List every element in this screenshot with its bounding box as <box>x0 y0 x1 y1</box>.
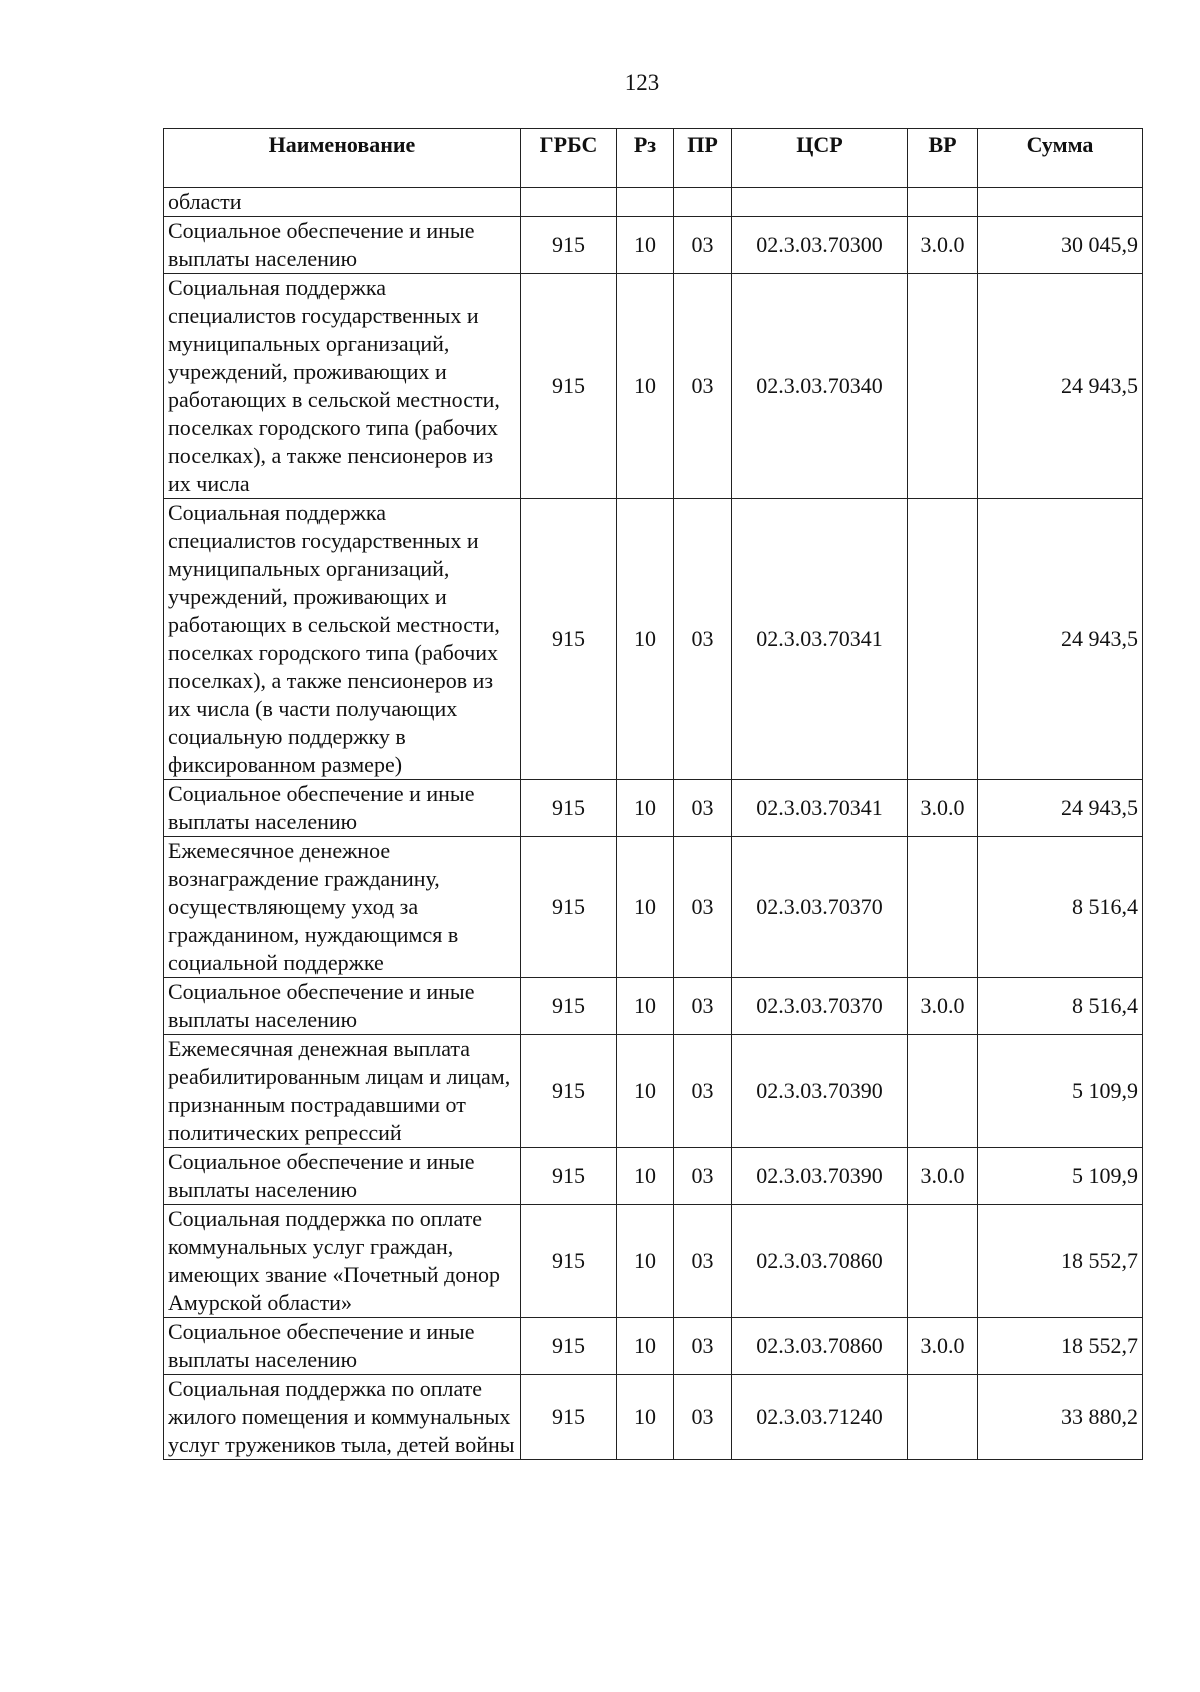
cell-grbs: 915 <box>521 1148 617 1205</box>
cell-pr: 03 <box>674 1375 732 1460</box>
cell-name: Социальное обеспечение и иные выплаты населению <box>164 1318 521 1375</box>
cell-name: Социальное обеспечение и иные выплаты населению <box>164 217 521 274</box>
cell-csr: 02.3.03.70860 <box>732 1205 908 1318</box>
cell-grbs: 915 <box>521 1318 617 1375</box>
cell-vr <box>908 188 978 217</box>
cell-sum: 5 109,9 <box>978 1148 1143 1205</box>
cell-grbs: 915 <box>521 1035 617 1148</box>
cell-grbs: 915 <box>521 978 617 1035</box>
cell-pr: 03 <box>674 1205 732 1318</box>
cell-rz: 10 <box>617 837 674 978</box>
cell-vr <box>908 837 978 978</box>
cell-csr: 02.3.03.70860 <box>732 1318 908 1375</box>
cell-grbs: 915 <box>521 499 617 780</box>
cell-pr: 03 <box>674 978 732 1035</box>
cell-vr <box>908 1375 978 1460</box>
cell-sum: 8 516,4 <box>978 978 1143 1035</box>
cell-sum: 33 880,2 <box>978 1375 1143 1460</box>
table-row <box>164 274 1143 499</box>
cell-vr: 3.0.0 <box>908 217 978 274</box>
cell-csr: 02.3.03.70341 <box>732 499 908 780</box>
table-row <box>164 1318 1143 1375</box>
cell-pr: 03 <box>674 274 732 499</box>
header-sum: Сумма <box>978 129 1143 188</box>
table-row <box>164 1205 1143 1318</box>
cell-rz: 10 <box>617 1318 674 1375</box>
cell-rz: 10 <box>617 499 674 780</box>
cell-csr: 02.3.03.70341 <box>732 780 908 837</box>
cell-sum: 30 045,9 <box>978 217 1143 274</box>
table-row <box>164 1035 1143 1148</box>
cell-sum: 24 943,5 <box>978 780 1143 837</box>
cell-pr: 03 <box>674 1148 732 1205</box>
table-row <box>164 978 1143 1035</box>
header-name: Наименование <box>164 129 521 188</box>
cell-sum: 18 552,7 <box>978 1205 1143 1318</box>
cell-csr: 02.3.03.70390 <box>732 1035 908 1148</box>
cell-csr <box>732 188 908 217</box>
header-rz: Рз <box>617 129 674 188</box>
cell-sum: 5 109,9 <box>978 1035 1143 1148</box>
cell-name: Социальное обеспечение и иные выплаты населению <box>164 780 521 837</box>
cell-rz: 10 <box>617 274 674 499</box>
cell-grbs: 915 <box>521 837 617 978</box>
table-row <box>164 1375 1143 1460</box>
cell-name: Социальная поддержка по оплате коммунальных услуг граждан, имеющих звание «Почетный донор Амурской области» <box>164 1205 521 1318</box>
cell-csr: 02.3.03.71240 <box>732 1375 908 1460</box>
cell-name: Социальная поддержка специалистов государственных и муниципальных организаций, учреждений, проживающих и работающих в сельской местности, поселках городского типа (рабочих поселках), а также пенсионеров из их числа (в части получающих социальную поддержку в фиксированном размере) <box>164 499 521 780</box>
cell-pr: 03 <box>674 217 732 274</box>
cell-rz: 10 <box>617 1148 674 1205</box>
cell-csr: 02.3.03.70390 <box>732 1148 908 1205</box>
cell-vr: 3.0.0 <box>908 978 978 1035</box>
cell-pr: 03 <box>674 1318 732 1375</box>
header-grbs: ГРБС <box>521 129 617 188</box>
cell-csr: 02.3.03.70370 <box>732 978 908 1035</box>
cell-name: Ежемесячное денежное вознаграждение гражданину, осуществляющему уход за гражданином, нуждающимся в социальной поддержке <box>164 837 521 978</box>
cell-rz: 10 <box>617 978 674 1035</box>
cell-rz <box>617 188 674 217</box>
cell-vr <box>908 1035 978 1148</box>
table-row <box>164 1148 1143 1205</box>
cell-name: Социальная поддержка специалистов государственных и муниципальных организаций, учреждений, проживающих и работающих в сельской местности, поселках городского типа (рабочих поселках), а также пенсионеров из их числа <box>164 274 521 499</box>
table-row <box>164 188 1143 217</box>
cell-grbs: 915 <box>521 780 617 837</box>
cell-sum: 8 516,4 <box>978 837 1143 978</box>
cell-pr: 03 <box>674 499 732 780</box>
table-header-row <box>164 129 1143 188</box>
cell-rz: 10 <box>617 1205 674 1318</box>
cell-sum: 18 552,7 <box>978 1318 1143 1375</box>
header-csr: ЦСР <box>732 129 908 188</box>
cell-vr: 3.0.0 <box>908 1148 978 1205</box>
cell-vr <box>908 499 978 780</box>
table-row <box>164 780 1143 837</box>
cell-name: Социальное обеспечение и иные выплаты населению <box>164 1148 521 1205</box>
budget-table <box>163 128 1143 1460</box>
header-vr: ВР <box>908 129 978 188</box>
cell-name: Социальное обеспечение и иные выплаты населению <box>164 978 521 1035</box>
cell-grbs: 915 <box>521 1375 617 1460</box>
cell-sum <box>978 188 1143 217</box>
table-body <box>164 188 1143 1460</box>
cell-sum: 24 943,5 <box>978 274 1143 499</box>
cell-pr: 03 <box>674 780 732 837</box>
cell-csr: 02.3.03.70340 <box>732 274 908 499</box>
cell-rz: 10 <box>617 780 674 837</box>
cell-pr: 03 <box>674 837 732 978</box>
cell-grbs: 915 <box>521 217 617 274</box>
cell-name: Социальная поддержка по оплате жилого помещения и коммунальных услуг тружеников тыла, детей войны <box>164 1375 521 1460</box>
cell-pr: 03 <box>674 1035 732 1148</box>
cell-grbs <box>521 188 617 217</box>
cell-grbs: 915 <box>521 274 617 499</box>
table-row <box>164 217 1143 274</box>
cell-name: Ежемесячная денежная выплата реабилитированным лицам и лицам, признанным пострадавшими от политических репрессий <box>164 1035 521 1148</box>
cell-name: области <box>164 188 521 217</box>
cell-csr: 02.3.03.70370 <box>732 837 908 978</box>
page-number: 123 <box>624 70 660 95</box>
cell-csr: 02.3.03.70300 <box>732 217 908 274</box>
cell-vr: 3.0.0 <box>908 1318 978 1375</box>
cell-grbs: 915 <box>521 1205 617 1318</box>
table-row <box>164 499 1143 780</box>
cell-vr <box>908 1205 978 1318</box>
cell-rz: 10 <box>617 1375 674 1460</box>
cell-rz: 10 <box>617 217 674 274</box>
cell-pr <box>674 188 732 217</box>
cell-rz: 10 <box>617 1035 674 1148</box>
cell-sum: 24 943,5 <box>978 499 1143 780</box>
cell-vr <box>908 274 978 499</box>
table-row <box>164 837 1143 978</box>
cell-vr: 3.0.0 <box>908 780 978 837</box>
header-pr: ПР <box>674 129 732 188</box>
